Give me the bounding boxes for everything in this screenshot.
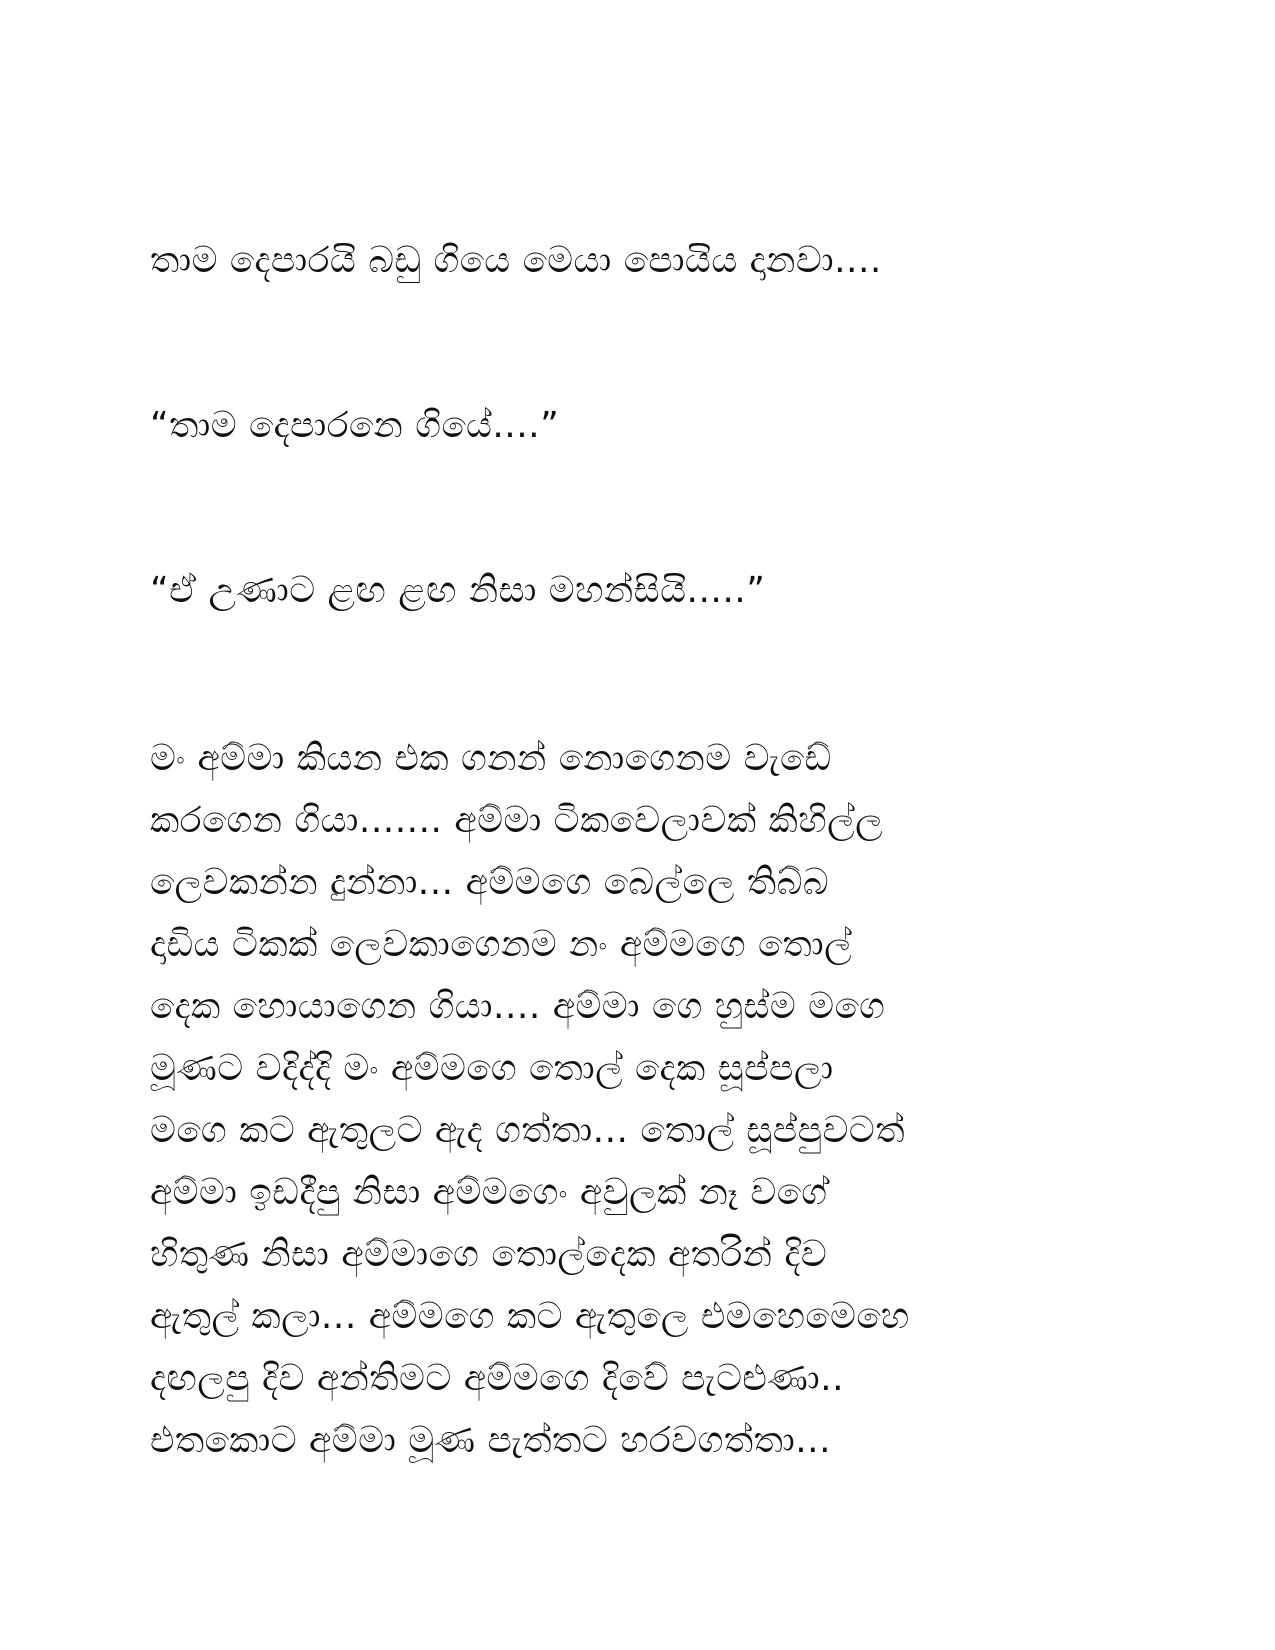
text-line: ලෙවකන්න දුන්නා... අම්මගෙ බෙල්ලෙ තිබ්බ <box>150 862 830 903</box>
paragraph-4 <box>150 728 1130 1472</box>
paragraph-2 <box>150 395 1130 457</box>
text-line: එතකොට අම්මා මූණ පැත්තට හරවගත්තා... <box>150 1420 832 1461</box>
paragraph-1 <box>150 230 1130 292</box>
text-line: දෙක හොයාගෙන ගියා.... අම්මා ගෙ හුස්ම මගෙ <box>150 986 886 1027</box>
text-line: අම්මා ඉඩදීපු නිසා අම්මගෙං අවුලක් නෑ වගේ <box>150 1172 828 1213</box>
text-line: හිතුණ නිසා අම්මාගෙ තොල්දෙක අතරින් දිව <box>150 1234 828 1275</box>
text-line: ඇතුල් කලා... අම්මගෙ කට ඇතුලෙ එමහෙමෙහෙ <box>150 1296 910 1337</box>
text-line: දඟලපු දිව අන්තිමට අම්මගෙ දිවේ පැටළුණා.. <box>150 1358 845 1399</box>
text-line: මගෙ කට ඇතුලට ඇද ගත්තා... තොල් සූප්පුවටත් <box>150 1110 906 1151</box>
text-line: “ඒ උණාට ළඟ ළඟ නිසා මහන්සියි.....” <box>150 570 766 611</box>
paragraph-3 <box>150 560 1130 622</box>
text-line: තාම දෙපාරයි බඩු ගියෙ මෙයා පොයිය දානවා.... <box>150 240 882 281</box>
text-line: “තාම දෙපාරනෙ ගියේ....” <box>150 405 560 446</box>
text-line: දාඩිය ටිකක් ලෙවකාගෙනම නං අම්මගෙ තොල් <box>150 924 853 965</box>
text-line: මූණට වදිද්දි මං අම්මගෙ තොල් දෙක සූප්පලා <box>150 1048 834 1089</box>
text-line: කරගෙන ගියා....... අම්මා ටිකවෙලාවක් කිහිල්ල <box>150 800 884 841</box>
text-line: මං අම්මා කියන එක ගනන් නොගෙනම වැඩේ <box>150 738 832 779</box>
